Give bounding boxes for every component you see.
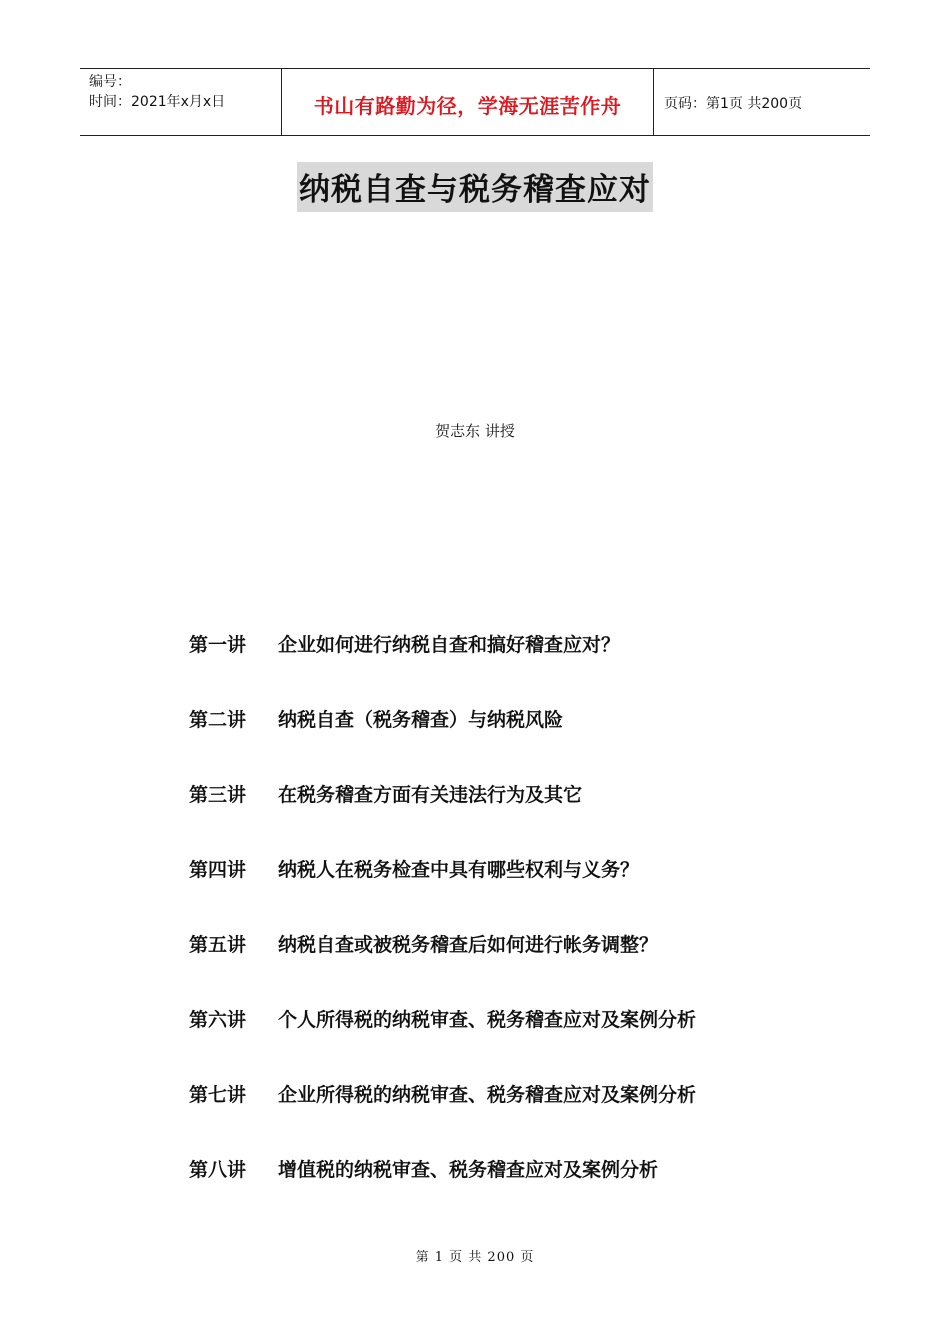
page-header: [80, 68, 870, 136]
toc-item-text: 纳税人在税务检查中具有哪些权利与义务？: [278, 859, 640, 881]
toc-item-number: 第七讲: [189, 1084, 247, 1106]
toc-item-text: 企业所得税的纳税审查、税务稽查应对及案例分析: [278, 1084, 697, 1106]
toc-item-number: 第六讲: [189, 1009, 247, 1031]
document-title: 纳税自查与税务稽查应对: [297, 162, 653, 212]
serial-number-label: 编号：: [89, 74, 131, 90]
toc-item: [189, 1155, 696, 1230]
table-of-contents: [189, 630, 696, 1230]
date-label: 时间：2021年x月x日: [89, 94, 226, 110]
toc-item: [189, 705, 696, 780]
toc-item-text: 增值税的纳税审查、税务稽查应对及案例分析: [278, 1159, 659, 1181]
header-meta: [80, 69, 282, 135]
toc-item-number: 第八讲: [189, 1159, 247, 1181]
page-footer: 第 1 页 共 200 页: [415, 1250, 535, 1265]
toc-item-text: 在税务稽查方面有关违法行为及其它: [278, 784, 583, 806]
lecturer-line: 贺志东 讲授: [435, 422, 515, 440]
header-motto: 书山有路勤为径，学海无涯苦作舟: [282, 69, 654, 135]
toc-item-number: 第三讲: [189, 784, 247, 806]
toc-item: [189, 630, 696, 705]
toc-item: [189, 1005, 696, 1080]
toc-item-text: 纳税自查（税务稽查）与纳税风险: [278, 709, 564, 731]
header-page-info: 页码：第1页 共200页: [664, 96, 803, 112]
toc-item-text: 企业如何进行纳税自查和搞好稽查应对？: [278, 634, 621, 656]
toc-item: [189, 780, 696, 855]
toc-item-number: 第四讲: [189, 859, 247, 881]
toc-item-text: 个人所得税的纳税审查、税务稽查应对及案例分析: [278, 1009, 697, 1031]
document-title-block: [0, 162, 950, 212]
toc-item-number: 第一讲: [189, 634, 247, 656]
toc-item-text: 纳税自查或被税务稽查后如何进行帐务调整？: [278, 934, 659, 956]
toc-item: [189, 930, 696, 1005]
toc-item: [189, 855, 696, 930]
toc-item-number: 第五讲: [189, 934, 247, 956]
toc-item: [189, 1080, 696, 1155]
toc-item-number: 第二讲: [189, 709, 247, 731]
